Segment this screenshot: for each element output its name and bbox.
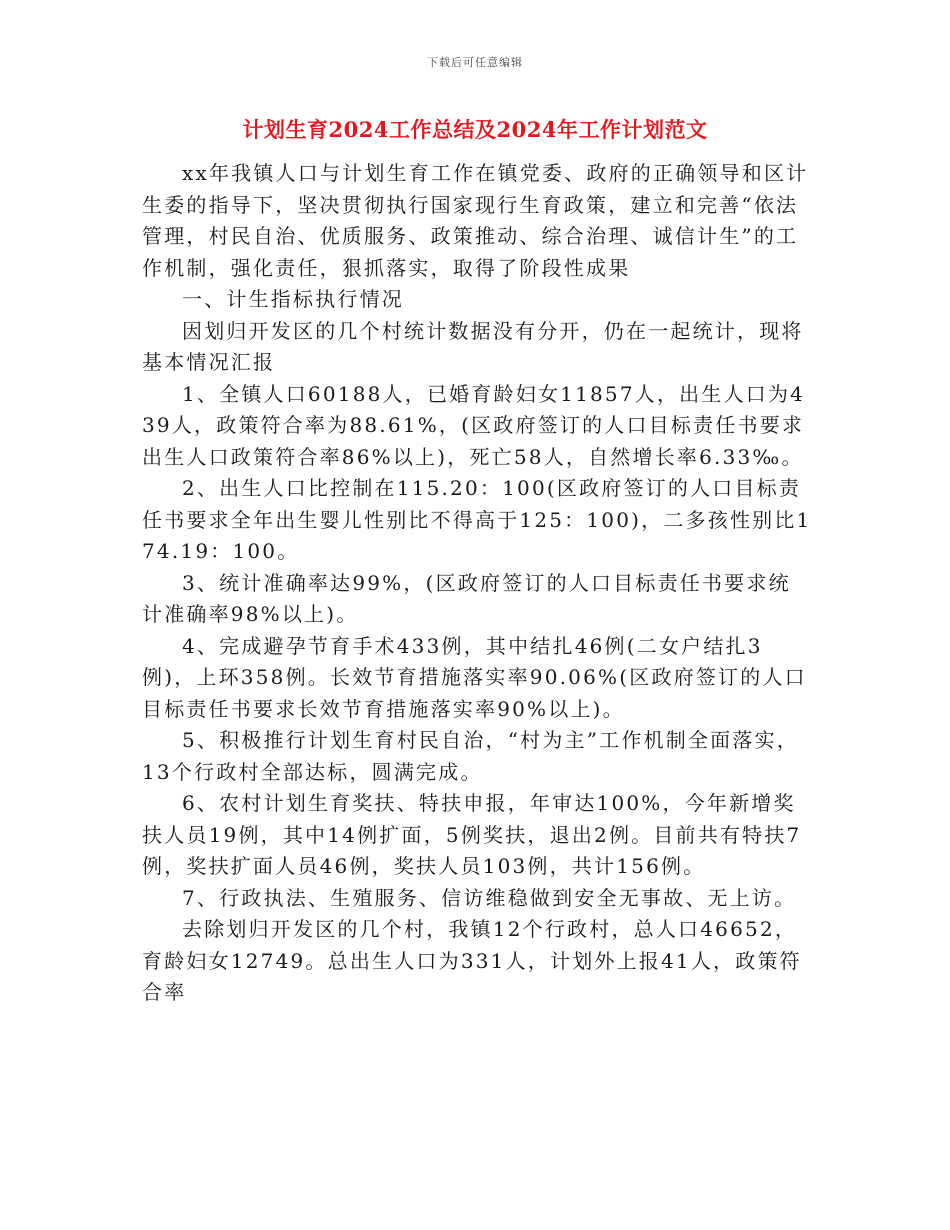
header-note: 下载后可任意编辑 xyxy=(427,56,523,69)
paragraph-item-5: 5、积极推行计划生育村民自治，“村为主”工作机制全面落实，13个行政村全部达标，圆满完成。 xyxy=(142,728,799,784)
paragraph-intro: xx年我镇人口与计划生育工作在镇党委、政府的正确领导和区计生委的指导下，坚决贯彻执行国家现行生育政策，建立和完善“依法管理，村民自治、优质服务、政策推动、综合治理、诚信计生”的工作机制，强化责任，狠抓落实，取得了阶段性成果 xyxy=(142,161,809,280)
paragraph-item-2: 2、出生人口比控制在115.20：100(区政府签订的人口目标责任书要求全年出生婴儿性别比不得高于125：100)，二多孩性别比174.19：100。 xyxy=(142,476,812,563)
paragraph-item-3: 3、统计准确率达99%，(区政府签订的人口目标责任书要求统计准确率98%以上)。 xyxy=(142,570,791,626)
section-heading: 一、计生指标执行情况 xyxy=(182,287,404,311)
paragraph-item-1: 1、全镇人口60188人，已婚育龄妇女11857人，出生人口为439人，政策符合率为88.61%，(区政府签订的人口目标责任书要求出生人口政策符合率86%以上)，死亡58人，自然增长率6.33‰。 xyxy=(142,381,806,469)
document-body xyxy=(142,158,812,1009)
paragraph-item-7: 7、行政执法、生殖服务、信访维稳做到安全无事故、无上访。 xyxy=(182,885,797,910)
paragraph-item-4: 4、完成避孕节育手术433例，其中结扎46例(二女户结扎3例)，上环358例。长效节育措施落实率90.06%(区政府签订的人口目标责任书要求长效节育措施落实率90%以上)。 xyxy=(142,633,807,721)
paragraph-statistics-note: 因划归开发区的几个村统计数据没有分开，仍在一起统计，现将基本情况汇报 xyxy=(142,318,804,374)
paragraph-item-6: 6、农村计划生育奖扶、特扶申报，年审达100%，今年新增奖扶人员19例，其中14例扩面，5例奖扶，退出2例。目前共有特扶7例，奖扶扩面人员46例，奖扶人员103例，共计156例。 xyxy=(142,791,802,878)
paragraph-remaining-villages: 去除划归开发区的几个村，我镇12个行政村，总人口46652，育龄妇女12749。总出生人口为331人，计划外上报41人，政策符合率 xyxy=(142,917,802,1004)
document-title: 计划生育2024工作总结及2024年工作计划范文 xyxy=(242,117,708,142)
